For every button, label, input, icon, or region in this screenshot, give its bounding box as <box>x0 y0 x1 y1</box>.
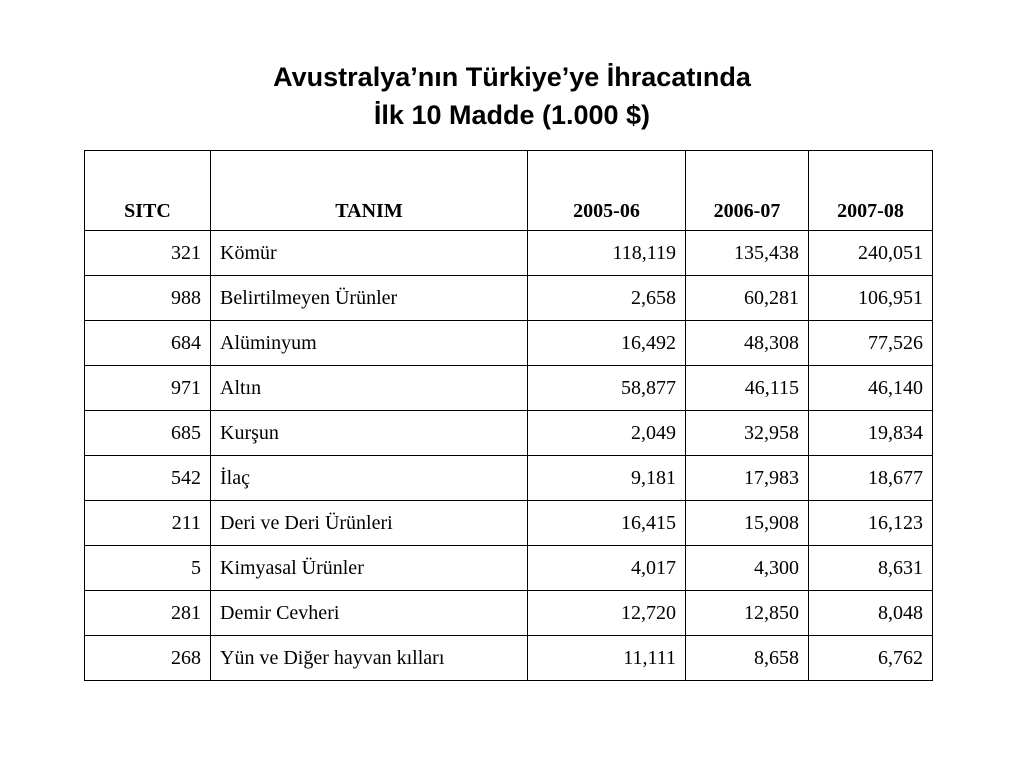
cell-2007-08: 106,951 <box>809 276 933 321</box>
export-table <box>84 150 933 681</box>
table-row <box>85 321 933 366</box>
table-row <box>85 231 933 276</box>
cell-tanim: İlaç <box>211 456 528 501</box>
cell-2005-06: 12,720 <box>528 591 686 636</box>
title-line-1: Avustralya’nın Türkiye’ye İhracatında <box>273 62 751 92</box>
cell-2005-06: 4,017 <box>528 546 686 591</box>
cell-tanim: Kömür <box>211 231 528 276</box>
cell-2006-07: 4,300 <box>686 546 809 591</box>
cell-2006-07: 17,983 <box>686 456 809 501</box>
table-row <box>85 636 933 681</box>
cell-2006-07: 60,281 <box>686 276 809 321</box>
cell-sitc: 281 <box>85 591 211 636</box>
cell-2007-08: 18,677 <box>809 456 933 501</box>
cell-2007-08: 240,051 <box>809 231 933 276</box>
cell-tanim: Alüminyum <box>211 321 528 366</box>
cell-sitc: 685 <box>85 411 211 456</box>
title-line-2: İlk 10 Madde (1.000 $) <box>373 100 651 130</box>
cell-2005-06: 2,049 <box>528 411 686 456</box>
cell-2005-06: 16,492 <box>528 321 686 366</box>
cell-tanim: Belirtilmeyen Ürünler <box>211 276 528 321</box>
cell-tanim: Yün ve Diğer hayvan kılları <box>211 636 528 681</box>
table-row <box>85 366 933 411</box>
cell-2007-08: 77,526 <box>809 321 933 366</box>
cell-tanim: Altın <box>211 366 528 411</box>
slide-title <box>0 58 1024 134</box>
header-sitc: SITC <box>85 151 211 231</box>
header-tanim: TANIM <box>211 151 528 231</box>
header-2005-06: 2005-06 <box>528 151 686 231</box>
cell-2006-07: 12,850 <box>686 591 809 636</box>
cell-2005-06: 11,111 <box>528 636 686 681</box>
table-row <box>85 411 933 456</box>
cell-sitc: 5 <box>85 546 211 591</box>
table-header-row <box>85 151 933 231</box>
cell-sitc: 971 <box>85 366 211 411</box>
cell-sitc: 684 <box>85 321 211 366</box>
cell-2005-06: 9,181 <box>528 456 686 501</box>
cell-2006-07: 48,308 <box>686 321 809 366</box>
table-row <box>85 456 933 501</box>
cell-2005-06: 118,119 <box>528 231 686 276</box>
table-row <box>85 276 933 321</box>
cell-tanim: Deri ve Deri Ürünleri <box>211 501 528 546</box>
cell-2006-07: 15,908 <box>686 501 809 546</box>
cell-sitc: 211 <box>85 501 211 546</box>
cell-2006-07: 46,115 <box>686 366 809 411</box>
cell-2005-06: 16,415 <box>528 501 686 546</box>
header-2006-07: 2006-07 <box>686 151 809 231</box>
cell-sitc: 321 <box>85 231 211 276</box>
cell-2007-08: 16,123 <box>809 501 933 546</box>
cell-sitc: 542 <box>85 456 211 501</box>
cell-2007-08: 19,834 <box>809 411 933 456</box>
cell-2007-08: 8,048 <box>809 591 933 636</box>
cell-tanim: Demir Cevheri <box>211 591 528 636</box>
cell-2005-06: 2,658 <box>528 276 686 321</box>
cell-2006-07: 135,438 <box>686 231 809 276</box>
cell-2006-07: 32,958 <box>686 411 809 456</box>
cell-sitc: 268 <box>85 636 211 681</box>
cell-2007-08: 46,140 <box>809 366 933 411</box>
cell-2006-07: 8,658 <box>686 636 809 681</box>
cell-sitc: 988 <box>85 276 211 321</box>
cell-2007-08: 8,631 <box>809 546 933 591</box>
table-row <box>85 546 933 591</box>
cell-2007-08: 6,762 <box>809 636 933 681</box>
cell-2005-06: 58,877 <box>528 366 686 411</box>
header-2007-08: 2007-08 <box>809 151 933 231</box>
table-row <box>85 591 933 636</box>
cell-tanim: Kurşun <box>211 411 528 456</box>
cell-tanim: Kimyasal Ürünler <box>211 546 528 591</box>
table-row <box>85 501 933 546</box>
